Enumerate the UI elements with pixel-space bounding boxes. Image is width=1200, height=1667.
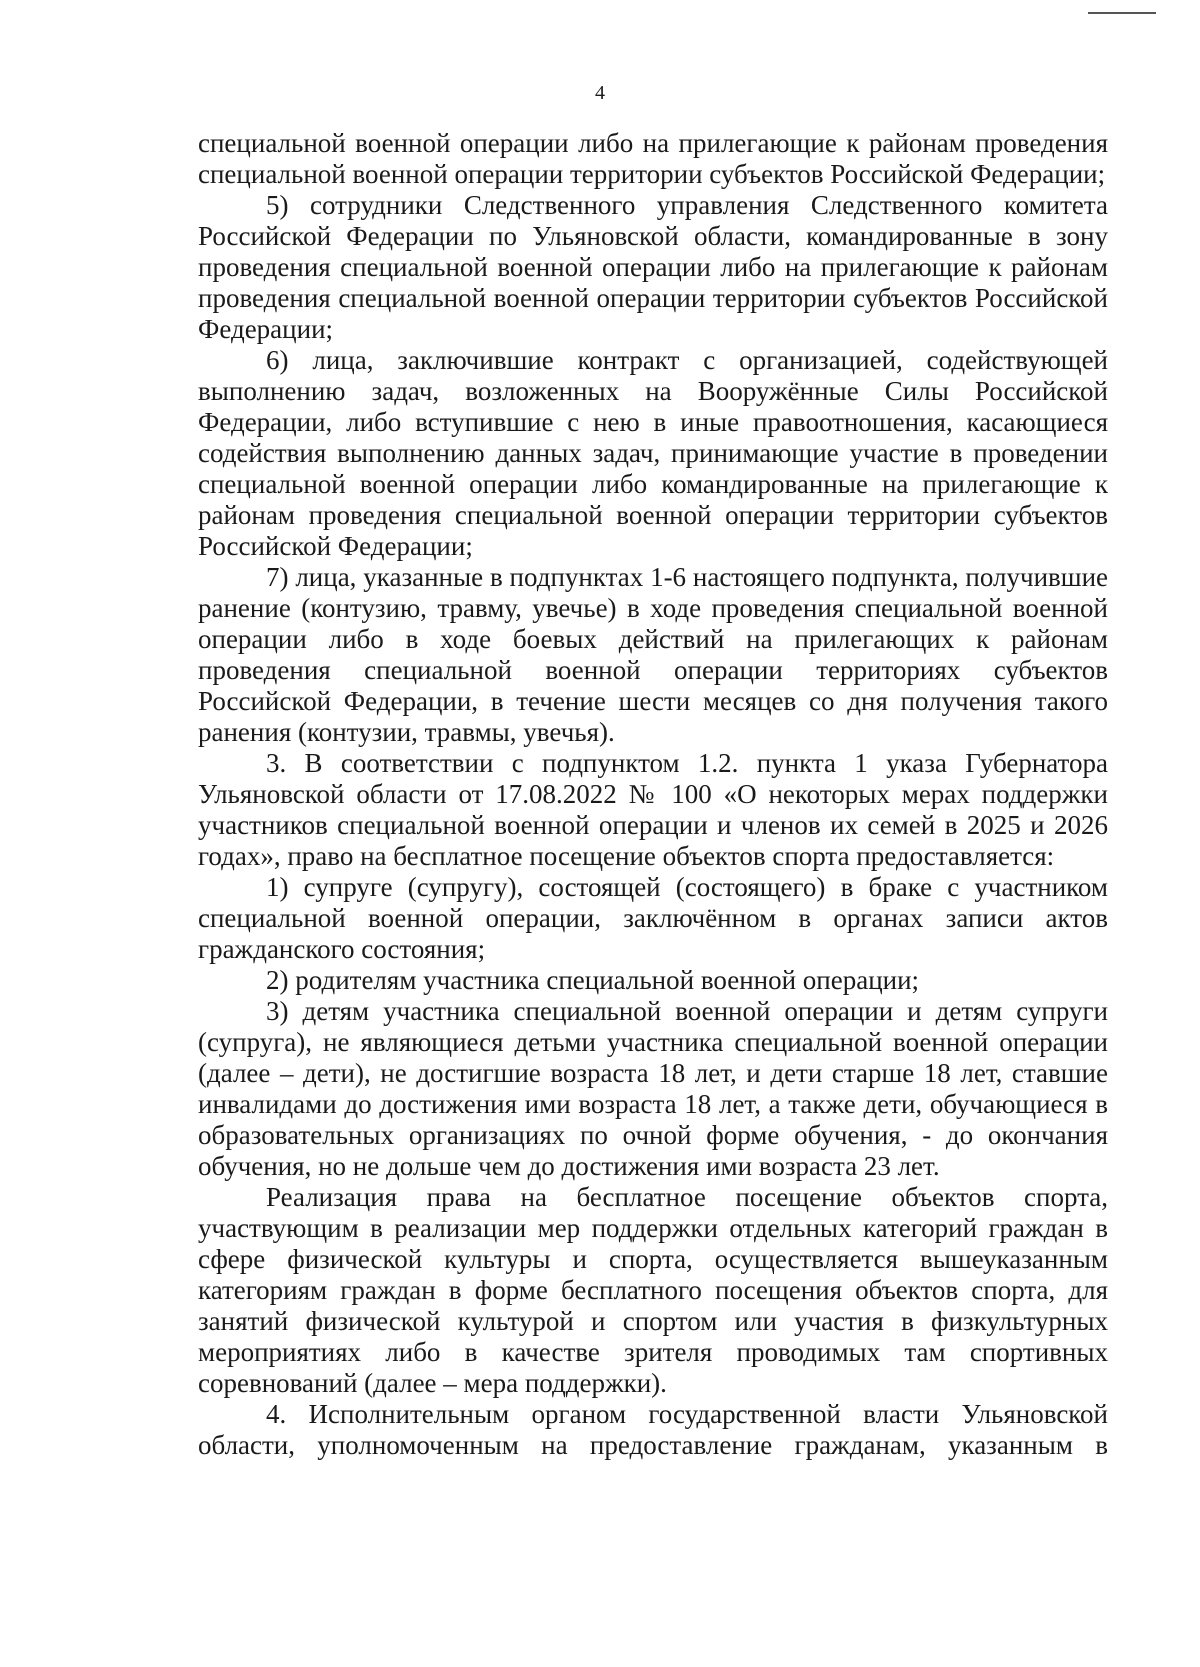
paragraph-section-3: 3. В соответствии с подпунктом 1.2. пункта 1 указа Губернатора Ульяновской области от 17.08.2022 № 100 «О некоторых мерах поддержки участников специальной военной операции и членов их семей в 2025 и 2026 годах», право на бесплатное посещение объектов спорта предоставляется: bbox=[198, 748, 1108, 871]
paragraph-section-3-item-2: 2) родителям участника специальной военной операции; bbox=[266, 965, 920, 995]
paragraph-section-3-item-3: 3) детям участника специальной военной операции и детям супруги (супруга), не являющиеся детьми участника специальной военной операции (далее – дети), не достигшие возраста 18 лет, и дети старше 18 лет, ставшие инвалидами до достижения ими возраста 18 лет, а также дети, обучающиеся в образовательных организациях по очной форме обучения, - до окончания обучения, но не дольше чем до достижения ими возраста 23 лет. bbox=[198, 996, 1108, 1181]
document-body bbox=[198, 128, 1108, 1461]
paragraph-section-3-item-1: 1) супруге (супругу), состоящей (состоящего) в браке с участником специальной военной операции, заключённом в органах записи актов гражданского состояния; bbox=[198, 872, 1108, 964]
paragraph-item-5: 5) сотрудники Следственного управления Следственного комитета Российской Федерации по Ульяновской области, командированные в зону проведения специальной военной операции либо на прилегающие к районам проведения специальной военной операции территории субъектов Российской Федерации; bbox=[198, 190, 1108, 344]
paragraph-continuation: специальной военной операции либо на прилегающие к районам проведения специальной военной операции территории субъектов Российской Федерации; bbox=[198, 128, 1108, 189]
paragraph-realization: Реализация права на бесплатное посещение объектов спорта, участвующим в реализации мер поддержки отдельных категорий граждан в сфере физической культуры и спорта, осуществляется вышеуказанным категориям граждан в форме бесплатного посещения объектов спорта, для занятий физической культурой и спортом или участия в физкультурных мероприятиях либо в качестве зрителя проводимых там спортивных соревнований (далее – мера поддержки). bbox=[198, 1182, 1108, 1398]
paragraph-item-7: 7) лица, указанные в подпунктах 1-6 настоящего подпункта, получившие ранение (контузию, травму, увечье) в ходе проведения специальной военной операции либо в ходе боевых действий на прилегающих к районам проведения специальной военной операции территориях субъектов Российской Федерации, в течение шести месяцев со дня получения такого ранения (контузии, травмы, увечья). bbox=[198, 562, 1108, 747]
paragraph-item-6: 6) лица, заключившие контракт с организацией, содействующей выполнению задач, возложенных на Вооружённые Силы Российской Федерации, либо вступившие с нею в иные правоотношения, касающиеся содействия выполнению данных задач, принимающие участие в проведении специальной военной операции либо командированные на прилегающие к районам проведения специальной военной операции территории субъектов Российской Федерации; bbox=[198, 345, 1108, 561]
page-number: 4 bbox=[595, 82, 605, 104]
paragraph-section-4: 4. Исполнительным органом государственной власти Ульяновской области, уполномоченным на предоставление гражданам, указанным в bbox=[198, 1399, 1108, 1460]
scan-artifact-line bbox=[1088, 12, 1156, 14]
